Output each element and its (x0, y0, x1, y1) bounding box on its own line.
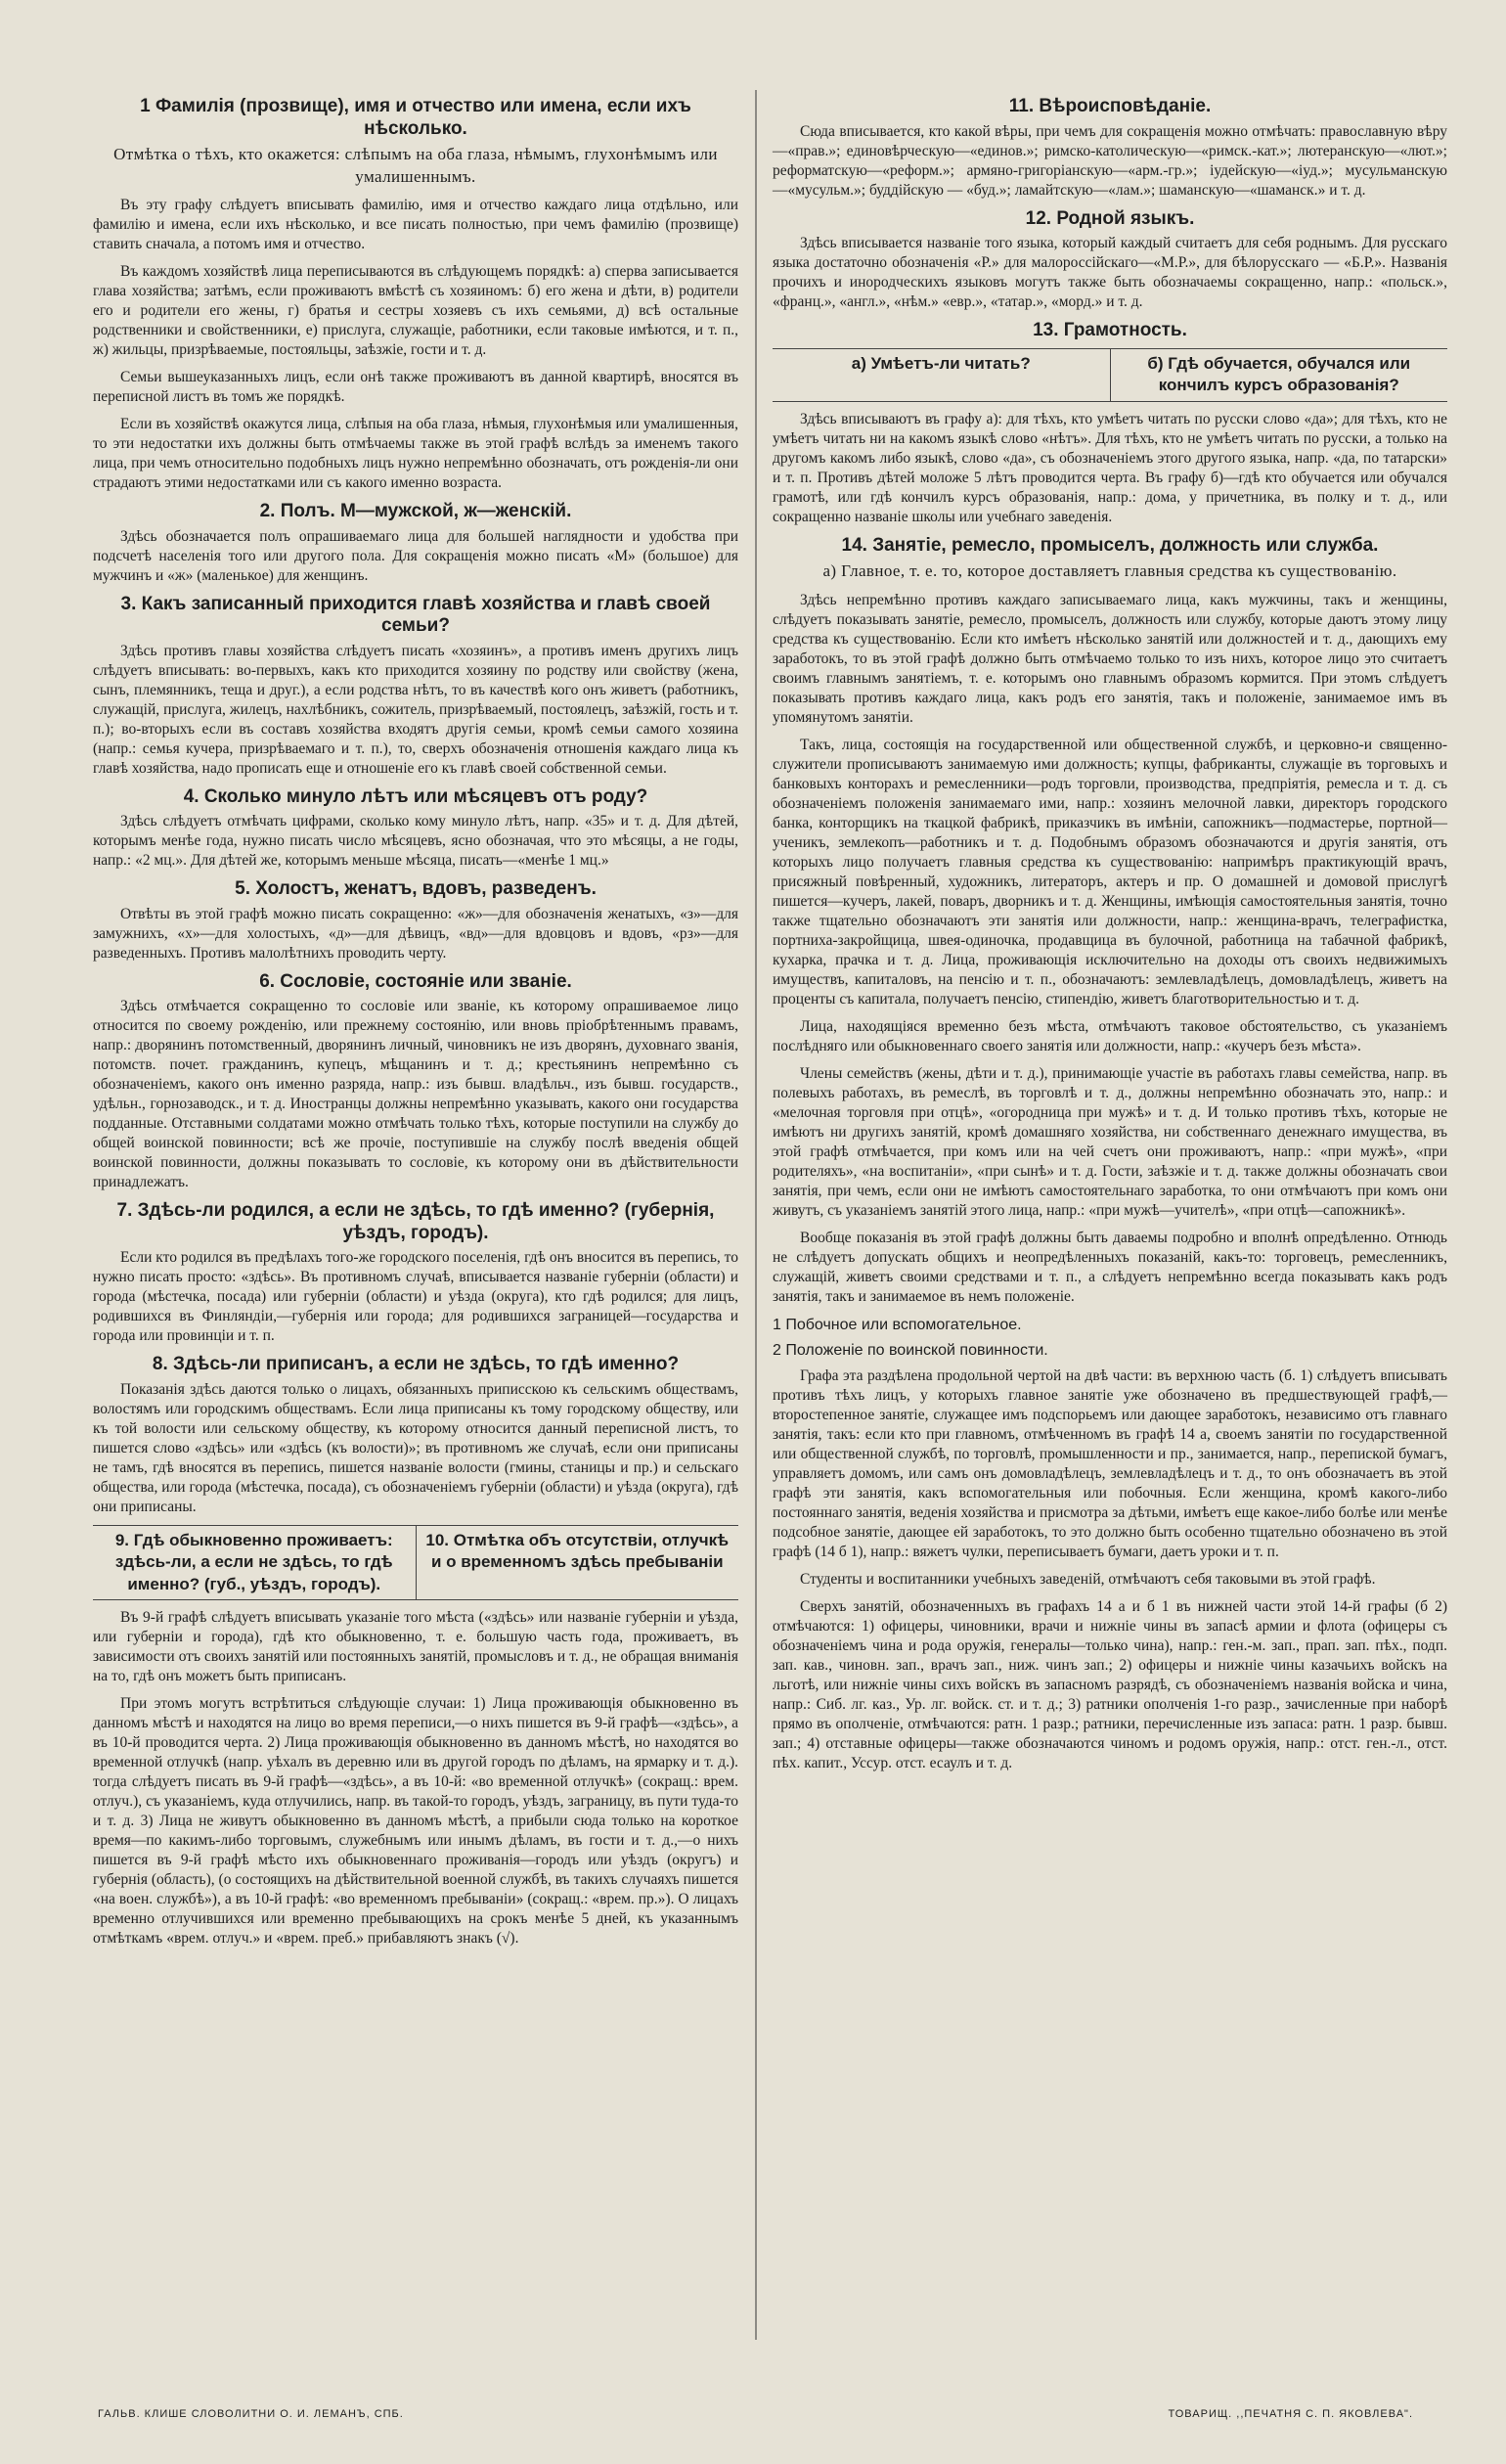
paragraph: Графа эта раздѣлена продольной чертой на двѣ части: въ верхнюю часть (б. 1) слѣдуетъ вписывать противъ тѣхъ лицъ, у которыхъ главное занятіе уже обозначено въ предшествующей графѣ,—второстепенное занятіе, служащее имъ подспорьемъ или дающее заработокъ, независимо отъ главнаго занятія, такъ: если кто при главномъ, отмѣченномъ въ графѣ 14 а, своемъ занятіи по государственной или общественной службѣ, по торговлѣ, промышленности и пр., занимается, напр., перепиской бумагъ, управляетъ домомъ, или самъ онъ домовладѣлецъ, землевладѣлецъ и т. д., то онъ обозначаетъ въ этой графѣ эти занятія, какъ вспомогательныя или побочныя. Если женщина, кромѣ какого-либо постояннаго занятія, веденія хозяйства и присмотра за дѣтьми, имѣетъ еще какое-либо болѣе или менѣе подсобное занятіе, дающее ей заработокъ, то это должно быть особенно тщательно обозначено въ этой графѣ (14 б 1), напр.: вяжетъ чулки, переписываетъ бумаги, даетъ уроки и т. п. (773, 1366, 1447, 1560)
heading-10: 10. Отмѣтка объ отсутствіи, отлучкѣ и о временномъ здѣсь пребываніи (425, 1530, 730, 1571)
paragraph: Если кто родился въ предѣлахъ того-же городского поселенія, гдѣ онъ вносится въ перепись, то нужно писать просто: «здѣсь». Въ противномъ случаѣ, вписывается названіе губерніи (области) и города (мѣстечка, посада) или губерніи (области) и уѣзда (округа), кто гдѣ родился; для лицъ, родившихся въ Финляндіи,—губернія или города; для родившихся заграницей—государства и города или провинціи и т. п. (93, 1249, 738, 1344)
paragraph: Здѣсь вписывается названіе того языка, который каждый считаетъ для себя роднымъ. Для русскаго языка достаточно обозначенія «Р.» для малороссійскаго—«М.Р.», для бѣлорусскаго — «Б.Р.». Названія прочихъ и инородческихъ языковъ могутъ также быть обозначаемы сокращенно, напр.: «польск.», «франц.», «англ.», «нѣм.» «евр.», «татар.», «морд.» и т. д. (773, 235, 1447, 310)
paragraph: Въ каждомъ хозяйствѣ лица переписываются въ слѣдующемъ порядкѣ: а) сперва записывается глава хозяйства; затѣмъ, если проживаютъ вмѣстѣ съ хозяиномъ: б) его жена и дѣти, в) родители его и родители его жены, г) братья и сестры хозяевъ съ ихъ семьями, д) всѣ остальные родственники и свойственники, е) прислуга, служащіе, работники, если таковые имѣются, и т. п., ж) жильцы, призрѣваемые, постояльцы, заѣзжіе, гости и т. д. (93, 263, 738, 358)
heading-9: 9. Гдѣ обыкновенно проживаетъ: здѣсь-ли, а если не здѣсь, то гдѣ именно? (губ., уѣздъ, городъ). (93, 1526, 417, 1600)
printer-credit-left: ГАЛЬВ. КЛИШЕ СЛОВОЛИТНИ О. И. ЛЕМАНЪ, СПБ. (98, 2408, 404, 2420)
paragraph: Студенты и воспитанники учебныхъ заведеній, отмѣчаютъ себя таковыми въ этой графѣ. (800, 1570, 1376, 1588)
paragraph: Здѣсь обозначается полъ опрашиваемаго лица для большей наглядности и удобства при подсчетѣ населенія того или другого пола. Для сокращенія можно писать «М» (большое) для мужчинъ и «ж» (маленькое) для женщинъ. (93, 527, 738, 584)
heading-11: 11. Вѣроисповѣданіе. (1008, 96, 1212, 116)
heading-13b: б) Гдѣ обучается, обучался или кончилъ курсъ образованія? (1147, 353, 1411, 394)
heading-13a: а) Умѣетъ-ли читать? (773, 349, 1111, 401)
printer-credit-right: ТОВАРИЩ. ,,ПЕЧАТНЯ С. П. ЯКОВЛЕВА". (1168, 2408, 1413, 2420)
heading-13-box (773, 348, 1447, 402)
paragraph: Въ 9-й графѣ слѣдуетъ вписывать указаніе того мѣста («здѣсь» или названіе губерніи и уѣзда, или губерніи и города), гдѣ кто обыкновенно, т. е. большую часть года, проживаетъ, въ зависимости отъ своихъ занятій или постоянныхъ занятій, промысловъ и т. д., не обращая вниманія на то, гдѣ онъ можетъ быть приписанъ. (93, 1609, 738, 1684)
right-column (773, 90, 1447, 1781)
paragraph: Лица, находящіяся временно безъ мѣста, отмѣчаютъ таковое обстоятельство, съ указаніемъ послѣдняго или обыкновеннаго своего занятія или должности, напр.: «кучеръ безъ мѣста». (773, 1017, 1447, 1054)
paragraph: Члены семействъ (жены, дѣти и т. д.), принимающіе участіе въ работахъ главы семейства, напр. въ полевыхъ работахъ, въ ремеслѣ, въ торговлѣ и т. д., должны непремѣнно обозначать это, напр.: и «мелочная торговля при отцѣ», «огородница при мужѣ» и т. д. И только противъ тѣхъ, которые не имѣютъ ни другихъ занятій, кромѣ домашняго хозяйства, ни собственнаго денежнаго имущества, въ этой графѣ отмѣчается, при комъ или на чей счетъ они проживаютъ, напр.: «при мужѣ», «при родителяхъ», «на воспитаніи», «при сынѣ» и т. д. Гости, заѣзжіе и т. д. также должны обозначать свои занятія, при чемъ, если они не имѣютъ самостоятельнаго заработка, то они отмѣчаютъ при комъ они живутъ, съ указаніемъ занятій этого лица, напр.: «при мужѣ—учителѣ», «при отцѣ—сапожникѣ». (773, 1064, 1447, 1219)
heading-1: 1 Фамилія (прозвище), имя и отчество или имена, если ихъ нѣсколько. (140, 96, 691, 139)
heading-3: 3. Какъ записанный приходится главѣ хозяйства и главѣ своей семьи? (120, 593, 711, 636)
heading-7: 7. Здѣсь-ли родился, а если не здѣсь, то гдѣ именно? (губернія, уѣздъ, городъ). (116, 1200, 715, 1243)
paragraph: Здѣсь отмѣчается сокращенно то сословіе или званіе, къ которому опрашиваемое лицо относится по своему рожденію, или прежнему состоянію, или вновь пріобрѣтеннымъ правамъ, напр.: дворянинъ потомственный, дворянинъ личный, чиновникъ не изъ дворянъ, духовнаго званія, потомств. почет. гражданинъ, купецъ, мѣщанинъ и т. д.; крестьянинъ непремѣнно съ обозначеніемъ, какого онъ именно разряда, напр.: изъ бывш. владѣльч., изъ бывш. государств., удѣльн., горнозаводск., и т. д. Иностранцы должны непремѣнно указывать, какого они государства подданные. Отставными солдатами можно отмѣчать только тѣхъ, которые поступили на службу до общей воинской повинности; всѣ же прочіе, поступившіе на службу послѣ введенія общей воинской повинности, должны показывать то сословіе, къ которому они въ дѣйствительности принадлежатъ. (93, 998, 738, 1190)
heading-12: 12. Родной языкъ. (1025, 207, 1195, 229)
paragraph: Здѣсь противъ главы хозяйства слѣдуетъ писать «хозяинъ», а противъ именъ другихъ лицъ слѣдуетъ вписывать: во-первыхъ, какъ кто приходится хозяину по родству или свойству (жена, сынъ, племянникъ, теща и друг.), а если родства нѣтъ, то въ качествѣ кого онъ живетъ (работникъ, служащій, прислуга, жилецъ, нахлѣбникъ, сожитель, призрѣваемый, постоялецъ, заѣзжій, гость и т. п.); во-вторыхъ если въ составъ хозяйства входятъ другія семьи, кромѣ семьи самого хозяина (напр.: семья кучера, призрѣваемаго и т. п.), то, сверхъ обозначенія отношенія каждаго лица къ главѣ хозяйства, надо прописать еще и отношеніе его къ главѣ своей собственной семьи. (93, 642, 738, 777)
heading-1-sub: Отмѣтка о тѣхъ, кто окажется: слѣпымъ на оба глаза, нѣмымъ, глухонѣмымъ или умалишеннымъ. (113, 145, 718, 186)
paragraph: Семьи вышеуказанныхъ лицъ, если онѣ также проживаютъ въ данной квартирѣ, вносятся въ переписной листъ въ томъ же порядкѣ. (93, 369, 738, 405)
paragraph: Такъ, лица, состоящія на государственной или общественной службѣ, и церковно-и священно-служители прописываютъ занимаемую ими должность; купцы, фабриканты, служащіе въ торговыхъ и банковыхъ конторахъ и ремесленники—родъ торговли, производства, предпріятія, ремесла и т. д. съ обозначеніемъ положенія занимаемаго ими, напр.: хозяинъ мелочной лавки, директоръ городского банка, конторщикъ на ткацкой фабрикѣ, приказчикъ въ имѣніи, сапожникъ—подмастерье, портной—ученикъ, землекопъ—работникъ и т. д. Подобнымъ образомъ обозначаются и другія занятія, отъ которыхъ лицо получаетъ главныя средства къ существованію: напримѣръ практикующій врачъ, присяжный повѣренный, художникъ, литераторъ, актеръ и пр. О домашней и домовой прислугѣ пишется—кучеръ, лакей, поваръ, дворникъ и т. д. Женщины, имѣющія самостоятельныя занятія, точно также тщательно обозначаютъ эти занятія или должности, напр.: женщина-врачъ, телеграфистка, портниха-закройщица, швея-одиночка, продавщица въ булочной, работница на табачной фабрикѣ, кухарка, прачка и т. д. Лица, проживающія исключительно на доходы отъ своихъ недвижимыхъ имуществъ, капиталовъ, на пенсію и т. п., обозначаютъ: землевладѣлецъ, домовладѣлецъ, живетъ на проценты съ капитала, получаетъ пенсію, стипендію, живетъ благотворительностью и т. д. (773, 736, 1447, 1008)
column-divider (755, 90, 757, 2340)
heading-14: 14. Занятіе, ремесло, промыселъ, должность или служба. (841, 534, 1379, 556)
heading-9-10-box (93, 1525, 738, 1601)
heading-6: 6. Сословіе, состояніе или званіе. (259, 970, 572, 992)
heading-2: 2. Полъ. М—мужской, ж—женскій. (259, 501, 572, 521)
paragraph: Вообще показанія въ этой графѣ должны быть даваемы подробно и вполнѣ опредѣленно. Отнюдь не слѣдуетъ допускать общихъ и неопредѣленныхъ показаній, какъ-то: торговецъ, ремесленникъ, служащій, живетъ своими средствами и т. п., а слѣдуетъ непремѣнно всегда показывать какъ родъ занятія, такъ и занимаемое въ немъ положеніе. (773, 1229, 1447, 1305)
paragraph: Здѣсь слѣдуетъ отмѣчать цифрами, сколько кому минуло лѣтъ, напр. «35» и т. д. Для дѣтей, которымъ менѣе года, нужно писать число мѣсяцевъ, ясно обозначая, что это мѣсяцы, а не годы, напр.: «2 мц.». Для дѣтей же, которымъ меньше мѣсяца, писать—«менѣе 1 мц.» (93, 813, 738, 869)
heading-4: 4. Сколько минуло лѣтъ или мѣсяцевъ отъ роду? (183, 785, 648, 807)
paragraph: При этомъ могутъ встрѣтиться слѣдующіе случаи: 1) Лица проживающія обыкновенно въ данномъ мѣстѣ и находятся на лицо во время переписи,—о нихъ пишется въ 9-й графѣ—«здѣсь», а въ 10-й проводится черта. 2) Лица проживающія обыкновенно въ данномъ мѣстѣ, но находятся во временной отлучкѣ (напр. уѣхалъ въ деревню или въ другой городъ по дѣламъ, на ярмарку и т. д.). тогда слѣдуетъ писать въ 9-й графѣ—«здѣсь», а въ 10-й: «во временной отлучкѣ» (сокращ.: врем. отлуч.), съ указаніемъ, куда отлучились, напр. въ такой-то городъ, уѣздъ, заграницу, въ пути туда-то и т. д. 3) Лица не живутъ обыкновенно въ данномъ мѣстѣ, а прибыли сюда только на короткое время—по какимъ-либо торговымъ, служебнымъ или инымъ дѣламъ, въ гости и т. д.,—о нихъ пишется въ 9-й графѣ мѣсто ихъ обыкновеннаго проживанія—городъ или уѣздъ (округъ) и губернія (область), (о состоящихъ на дѣйствительной военной службѣ, въ такихъ случаяхъ пишется «на воен. службѣ»), а въ 10-й графѣ: «во временномъ пребываніи» (сокращ.: «врем. пр.»). О лицахъ временно отлучившихся или временно пребывающихъ на срокъ менѣе 5 дней, къ указаннымъ отмѣткамъ «врем. отлуч.» и «врем. преб.» прибавляютъ знакъ (√). (93, 1695, 738, 1947)
paragraph: Здѣсь непремѣнно противъ каждаго записываемаго лица, какъ мужчины, такъ и женщины, слѣдуетъ показывать занятіе, ремесло, промыселъ, должность или службу, которые даютъ этому лицу средства къ существованію. Если кто имѣетъ нѣсколько занятій или должностей и т. д., дающихъ ему заработокъ, то въ этой графѣ должно быть отмѣчаемо только то изъ нихъ, которое лицо это считаетъ своимъ главнымъ занятіемъ, т. е. которымъ оно главнымъ образомъ кормится. При этомъ слѣдуетъ показывать противъ каждаго лица, какъ родъ его занятія, такъ и положеніе, занимаемое имъ въ упомянутомъ занятіи. (773, 591, 1447, 726)
heading-8: 8. Здѣсь-ли приписанъ, а если не здѣсь, то гдѣ именно? (152, 1354, 680, 1374)
paragraph: Показанія здѣсь даются только о лицахъ, обязанныхъ приписскою къ сельскимъ обществамъ, волостямъ или городскимъ обществамъ. Если лица приписаны къ тому городскому обществу, или къ той волости или сельскому обществу, къ которому относится данный переписной листъ, то пишется слово «здѣсь» или «здѣсь (къ волости)»; въ противномъ же случаѣ, если они приписаны не тамъ, гдѣ вносятся въ перепись, пишется названіе волости (гмины, станицы и пр.) и сельскаго общества, или города (мѣстечка, посада), съ обозначеніемъ губерніи (области) и уѣзда (округа), гдѣ они приписаны. (93, 1380, 738, 1515)
paragraph: Отвѣты въ этой графѣ можно писать сокращенно: «ж»—для обозначенія женатыхъ, «з»—для замужнихъ, «х»—для холостыхъ, «д»—для дѣвицъ, «вд»—для вдовцовъ и вдовъ, «рз»—для разведенныхъ. Противъ малолѣтнихъ проводить черту. (93, 905, 738, 962)
heading-13: 13. Грамотность. (1033, 320, 1187, 340)
paragraph: Въ эту графу слѣдуетъ вписывать фамилію, имя и отчество каждаго лица отдѣльно, или фамилію и имена, если ихъ нѣсколько, и все писать полностью, при чемъ фамилію (прозвище) ставить сначала, а потомъ имя и отчество. (93, 197, 738, 252)
paragraph: Здѣсь вписываютъ въ графу а): для тѣхъ, кто умѣетъ читать по русски слово «да»; для тѣхъ, кто не умѣетъ читать ни на какомъ языкѣ слово «нѣтъ». Для тѣхъ, кто не умѣетъ читать по русски, а только на другомъ какомъ либо языкѣ, слово «да», съ обозначеніемъ этого другого языка, напр. «да, по татарски» и т. п. Противъ дѣтей моложе 5 лѣтъ проводится черта. Въ графу б)—гдѣ кто обучается или обучался грамотѣ, или гдѣ кончилъ курсъ образованія, напр.: дома, у причетника, въ полку и т. д., или сокращенно названіе школы или учебнаго заведенія. (773, 410, 1447, 525)
heading-14b2: 2 Положеніе по воинской повинности. (773, 1342, 1048, 1359)
heading-14b1: 1 Побочное или вспомогательное. (773, 1316, 1022, 1333)
paragraph: Сверхъ занятій, обозначенныхъ въ графахъ 14 а и б 1 въ нижней части этой 14-й графы (б 2) отмѣчаются: 1) офицеры, чиновники, врачи и нижніе чины въ запасѣ армии и флота (офицеры съ обозначеніемъ чина и рода оружія, генералы—только чина), напр.: ген.-м. зап., прап. зап. пѣх., подп. зап. кав., чиновн. зап., врачъ зап., ниж. чинъ зап.; 2) офицеры и нижніе чины казачьихъ войскъ на льготѣ, или нижніе чины сихъ войскъ въ запасномъ разрядѣ, съ обозначеніемъ названія войска и чина, напр.: Сиб. лг. каз., Ур. лг. войск. ст. и т. д.; 3) ратники ополченія 1-го разр., зачисленные при наборѣ прямо въ ополченіе, отмѣчаются: ратн. 1 разр.; ратники, перечисленные изъ запаса: ратн. 1 разр. бывш. зап.; 4) отставные офицеры—также обозначаются чиномъ и родомъ оружія, напр.: отст. ген.-л., отст. пѣх. капит., Уссур. отст. есаулъ и т. д. (773, 1597, 1447, 1771)
heading-5: 5. Холостъ, женатъ, вдовъ, разведенъ. (235, 878, 597, 899)
left-column (93, 90, 738, 1956)
heading-14a: а) Главное, т. е. то, которое доставляетъ главныя средства къ существованію. (822, 561, 1397, 580)
paragraph: Если въ хозяйствѣ окажутся лица, слѣпыя на оба глаза, нѣмыя, глухонѣмыя или умалишенныя, то эти недостатки ихъ должны быть отмѣчаемы также въ этой графѣ вслѣдъ за именемъ такого лица, при чемъ относительно подобныхъ лицъ нужно непремѣнно обозначать, отъ рожденія-ли они страдаютъ этими недостатками или съ какого именно возраста. (93, 416, 738, 491)
paragraph: Сюда вписывается, кто какой вѣры, при чемъ для сокращенія можно отмѣчать: православную вѣру—«прав.»; единовѣрческую—«единов.»; римско-католическую—«римск.-кат.»; лютеранскую—«лют.»; реформатскую—«реформ.»; армяно-григоріанскую—«арм.-гр.»; іудейскую—«іуд.»; мусульманскую—«мусульм.»; буддійскую — «буд.»; ламайтскую—«лам.»; шаманскую—«шаманск.» и т. д. (773, 122, 1447, 199)
